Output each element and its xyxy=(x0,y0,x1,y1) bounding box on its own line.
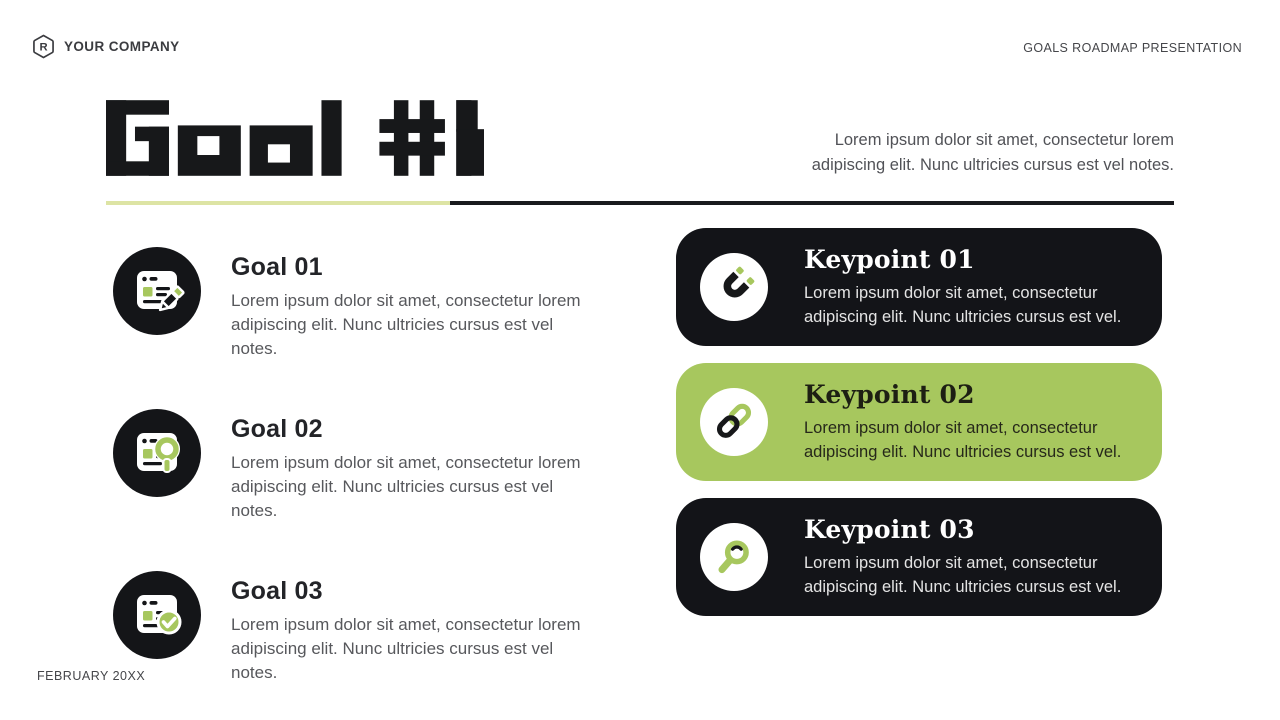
divider-dark-segment xyxy=(450,201,1174,205)
goal-text-2 xyxy=(231,409,589,523)
magnet-icon xyxy=(700,253,768,321)
goal-item-2 xyxy=(113,409,589,523)
keypoint-card-2 xyxy=(676,363,1162,481)
goal-description: Lorem ipsum dolor sit amet, consectetur lorem adipiscing elit. Nunc ultricies cursus est vel notes. xyxy=(231,615,581,682)
presentation-label: GOALS ROADMAP PRESENTATION xyxy=(1023,41,1242,55)
keypoint-description: Lorem ipsum dolor sit amet, consectetur adipiscing elit. Nunc ultricies cursus est vel. xyxy=(804,554,1122,596)
divider xyxy=(106,201,1174,205)
keypoint-text-3 xyxy=(804,515,1138,599)
goal-item-3 xyxy=(113,571,589,685)
goal-item-1 xyxy=(113,247,589,361)
keypoint-description: Lorem ipsum dolor sit amet, consectetur adipiscing elit. Nunc ultricies cursus est vel. xyxy=(804,284,1122,326)
keypoint-text-2 xyxy=(804,380,1138,464)
slide-subtitle: Lorem ipsum dolor sit amet, consectetur lorem adipiscing elit. Nunc ultricies cursus est vel notes. xyxy=(811,131,1174,174)
keypoints-list xyxy=(676,228,1162,616)
keypoint-title: Keypoint 02 xyxy=(804,380,975,409)
goals-list xyxy=(113,247,589,685)
page-title-pixel-art xyxy=(106,100,484,176)
page-title xyxy=(106,100,484,181)
keypoint-card-1 xyxy=(676,228,1162,346)
link-icon xyxy=(700,388,768,456)
keypoint-title: Keypoint 03 xyxy=(804,515,975,544)
goal-description: Lorem ipsum dolor sit amet, consectetur lorem adipiscing elit. Nunc ultricies cursus est vel notes. xyxy=(231,291,581,358)
goal-title: Goal 03 xyxy=(231,577,323,605)
search-icon xyxy=(700,523,768,591)
keypoint-description: Lorem ipsum dolor sit amet, consectetur adipiscing elit. Nunc ultricies cursus est vel. xyxy=(804,419,1122,461)
company-brand xyxy=(30,33,180,60)
keypoint-card-3 xyxy=(676,498,1162,616)
company-name: YOUR COMPANY xyxy=(64,39,180,54)
document-search-icon xyxy=(113,409,201,497)
hexagon-r-logo-icon xyxy=(30,33,57,60)
divider-green-segment xyxy=(106,201,450,205)
goal-text-3 xyxy=(231,571,589,685)
footer-date: FEBRUARY 20XX xyxy=(37,669,146,683)
svg-text:R: R xyxy=(39,41,48,54)
goal-title: Goal 02 xyxy=(231,415,323,443)
document-edit-icon xyxy=(113,247,201,335)
goal-title: Goal 01 xyxy=(231,253,323,281)
goal-description: Lorem ipsum dolor sit amet, consectetur lorem adipiscing elit. Nunc ultricies cursus est vel notes. xyxy=(231,453,581,520)
goal-text-1 xyxy=(231,247,589,361)
keypoint-text-1 xyxy=(804,245,1138,329)
keypoint-title: Keypoint 01 xyxy=(804,245,975,274)
document-check-icon xyxy=(113,571,201,659)
